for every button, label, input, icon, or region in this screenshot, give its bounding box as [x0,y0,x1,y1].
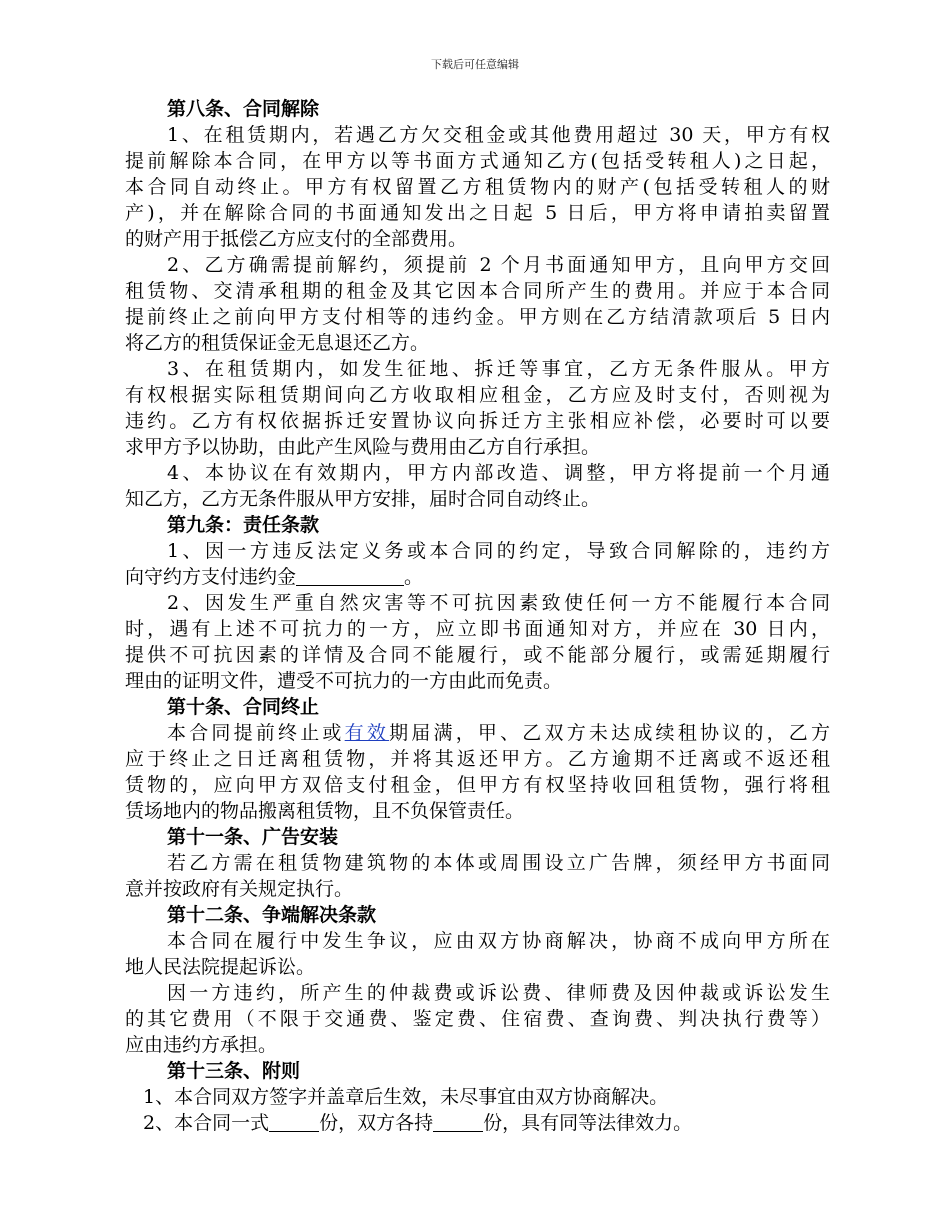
article-8-line: 提前解除本合同，在甲方以等书面方式通知乙方(包括受转租人)之日起， [125,150,830,172]
article-11-heading: 第十一条、广告安装 [167,826,339,848]
article-10-line: 赁场地内的物品搬离租赁物，且不负保管责任。 [125,800,525,822]
copies-each-blank [433,1112,483,1132]
article-13-line-text: 份，双方各持 [319,1112,434,1134]
contract-body [125,96,830,1136]
article-13-line-text: 2、本合同一式 [143,1112,270,1134]
valid-term-link[interactable]: 有效 [344,722,390,744]
article-12-line: 的其它费用（不限于交通费、鉴定费、住宿费、查询费、判决执行费等） [125,1008,830,1030]
article-10-line-text: 本合同提前终止或 [167,722,345,744]
page-header: 下载后可任意编辑 [431,58,519,71]
article-8-line: 租赁物、交清承租期的租金及其它因本合同所产生的费用。并应于本合同 [125,280,830,302]
article-8-heading: 第八条、合同解除 [167,98,320,120]
article-8-line: 求甲方予以协助，由此产生风险与费用由乙方自行承担。 [125,436,601,458]
article-9-heading: 第九条：责任条款 [167,514,320,536]
article-10-line: 应于终止之日迁离租赁物，并将其返还甲方。乙方逾期不迁离或不返还租 [125,748,830,770]
article-8-line: 将乙方的租赁保证金无息退还乙方。 [125,332,430,354]
article-9-line: 理由的证明文件，遭受不可抗力的一方由此而免责。 [125,670,563,692]
article-10-line [125,720,830,746]
article-8-line: 知乙方，乙方无条件服从甲方安排，届时合同自动终止。 [125,488,601,510]
article-9-line: 2、因发生严重自然灾害等不可抗因素致使任何一方不能履行本合同 [167,592,830,614]
article-9-line: 提供不可抗因素的详情及合同不能履行，或不能部分履行，或需延期履行 [125,644,830,666]
article-8-line: 有权根据实际租赁期间向乙方收取相应租金，乙方应及时支付，否则视为 [125,384,830,406]
article-10-line: 赁物的，应向甲方双倍支付租金，但甲方有权坚持收回租赁物，强行将租 [125,774,830,796]
copies-total-blank [269,1112,319,1132]
article-8-line: 提前终止之前向甲方支付相等的违约金。甲方则在乙方结清款项后 5 日内 [125,306,830,328]
article-12-line: 因一方违约，所产生的仲裁费或诉讼费、律师费及因仲裁或诉讼发生 [167,982,830,1004]
article-8-line: 1、在租赁期内，若遇乙方欠交租金或其他费用超过 30 天，甲方有权 [167,124,830,146]
article-12-heading: 第十二条、争端解决条款 [167,904,377,926]
article-9-line: 时，遇有上述不可抗力的一方，应立即书面通知对方，并应在 30 日内， [125,618,830,640]
article-9-line: 1、因一方违反法定义务或本合同的约定，导致合同解除的，违约方 [167,540,830,562]
article-13-line: 1、本合同双方签字并盖章后生效，未尽事宜由双方协商解决。 [143,1086,669,1108]
article-8-line: 产)，并在解除合同的书面通知发出之日起 5 日后，甲方将申请拍卖留置 [125,202,830,224]
article-8-line: 的财产用于抵偿乙方应支付的全部费用。 [125,228,468,250]
article-11-line: 意并按政府有关规定执行。 [125,878,354,900]
article-8-line: 3、在租赁期内，如发生征地、拆迁等事宜，乙方无条件服从。甲方 [167,358,830,380]
penalty-amount-blank [296,566,404,586]
article-8-line: 2、乙方确需提前解约，须提前 2 个月书面通知甲方，且向甲方交回 [167,254,830,276]
article-9-line [125,564,830,590]
article-9-line-text: 向守约方支付违约金 [125,566,297,588]
article-8-line: 违约。乙方有权依据拆迁安置协议向拆迁方主张相应补偿，必要时可以要 [125,410,830,432]
article-10-heading: 第十条、合同终止 [167,696,320,718]
article-9-line-text: 。 [404,566,424,588]
article-13-line-text: 份，具有同等法律效力。 [483,1112,693,1134]
article-8-line: 4、本协议在有效期内，甲方内部改造、调整，甲方将提前一个月通 [167,462,830,484]
article-11-line: 若乙方需在租赁物建筑物的本体或周围设立广告牌，须经甲方书面同 [167,852,830,874]
article-13-line [125,1110,830,1136]
article-12-line: 地人民法院提起诉讼。 [125,956,316,978]
article-8-line: 本合同自动终止。甲方有权留置乙方租赁物内的财产(包括受转租人的财 [125,176,830,198]
article-10-line-text: 期届满，甲、乙双方未达成续租协议的，乙方 [389,722,830,744]
article-13-heading: 第十三条、附则 [167,1060,301,1082]
article-12-line: 本合同在履行中发生争议，应由双方协商解决，协商不成向甲方所在 [167,930,830,952]
article-12-line: 应由违约方承担。 [125,1034,278,1056]
